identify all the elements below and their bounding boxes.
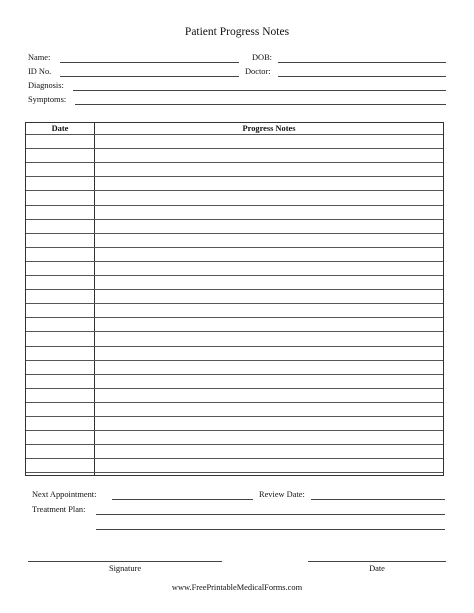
date-signature-label: Date bbox=[369, 564, 385, 573]
name-field-line[interactable] bbox=[60, 62, 239, 63]
table-row-line[interactable] bbox=[26, 205, 443, 206]
table-row-line[interactable] bbox=[26, 388, 443, 389]
diagnosis-label: Diagnosis: bbox=[28, 81, 64, 90]
table-row-line[interactable] bbox=[26, 374, 443, 375]
table-row-line[interactable] bbox=[26, 303, 443, 304]
table-row-line[interactable] bbox=[26, 219, 443, 220]
table-row-line[interactable] bbox=[26, 458, 443, 459]
table-row-line[interactable] bbox=[26, 190, 443, 191]
signature-line[interactable] bbox=[28, 561, 222, 562]
table-row-line[interactable] bbox=[26, 162, 443, 163]
treatment-plan-field-line-1[interactable] bbox=[96, 514, 445, 515]
table-row-line[interactable] bbox=[26, 430, 443, 431]
id-no-field-line[interactable] bbox=[60, 76, 239, 77]
page-title: Patient Progress Notes bbox=[184, 26, 290, 38]
table-row-line[interactable] bbox=[26, 346, 443, 347]
website-footer: www.FreePrintableMedicalForms.com bbox=[171, 583, 303, 592]
symptoms-field-line[interactable] bbox=[75, 104, 446, 105]
symptoms-label: Symptoms: bbox=[28, 95, 67, 104]
name-label: Name: bbox=[28, 53, 51, 62]
table-row-line[interactable] bbox=[26, 402, 443, 403]
signature-label: Signature bbox=[108, 564, 142, 573]
table-row-line[interactable] bbox=[26, 176, 443, 177]
treatment-plan-field-line-2[interactable] bbox=[96, 529, 445, 530]
doctor-field-line[interactable] bbox=[278, 76, 446, 77]
treatment-plan-label: Treatment Plan: bbox=[32, 505, 86, 514]
diagnosis-field-line[interactable] bbox=[73, 90, 446, 91]
table-row-line[interactable] bbox=[26, 261, 443, 262]
table-row-line[interactable] bbox=[26, 360, 443, 361]
dob-field-line[interactable] bbox=[278, 62, 446, 63]
id-no-label: ID No. bbox=[28, 67, 52, 76]
table-row-line[interactable] bbox=[26, 472, 443, 473]
review-date-label: Review Date: bbox=[259, 490, 305, 499]
table-row-line[interactable] bbox=[26, 444, 443, 445]
date-signature-line[interactable] bbox=[308, 561, 446, 562]
table-row-line[interactable] bbox=[26, 331, 443, 332]
table-row-line[interactable] bbox=[26, 233, 443, 234]
table-row-line[interactable] bbox=[26, 416, 443, 417]
dob-label: DOB: bbox=[252, 53, 273, 62]
doctor-label: Doctor: bbox=[245, 67, 271, 76]
table-row-line[interactable] bbox=[26, 317, 443, 318]
table-row-line[interactable] bbox=[26, 134, 443, 135]
table-row-line[interactable] bbox=[26, 289, 443, 290]
review-date-field-line[interactable] bbox=[311, 499, 445, 500]
next-appointment-field-line[interactable] bbox=[112, 499, 253, 500]
progress-notes-table bbox=[25, 122, 444, 476]
date-column-header: Date bbox=[51, 124, 69, 133]
table-row-line[interactable] bbox=[26, 148, 443, 149]
progress-notes-column-header: Progress Notes bbox=[242, 124, 296, 133]
table-row-line[interactable] bbox=[26, 247, 443, 248]
table-row-line[interactable] bbox=[26, 275, 443, 276]
next-appointment-label: Next Appointment: bbox=[32, 490, 97, 499]
